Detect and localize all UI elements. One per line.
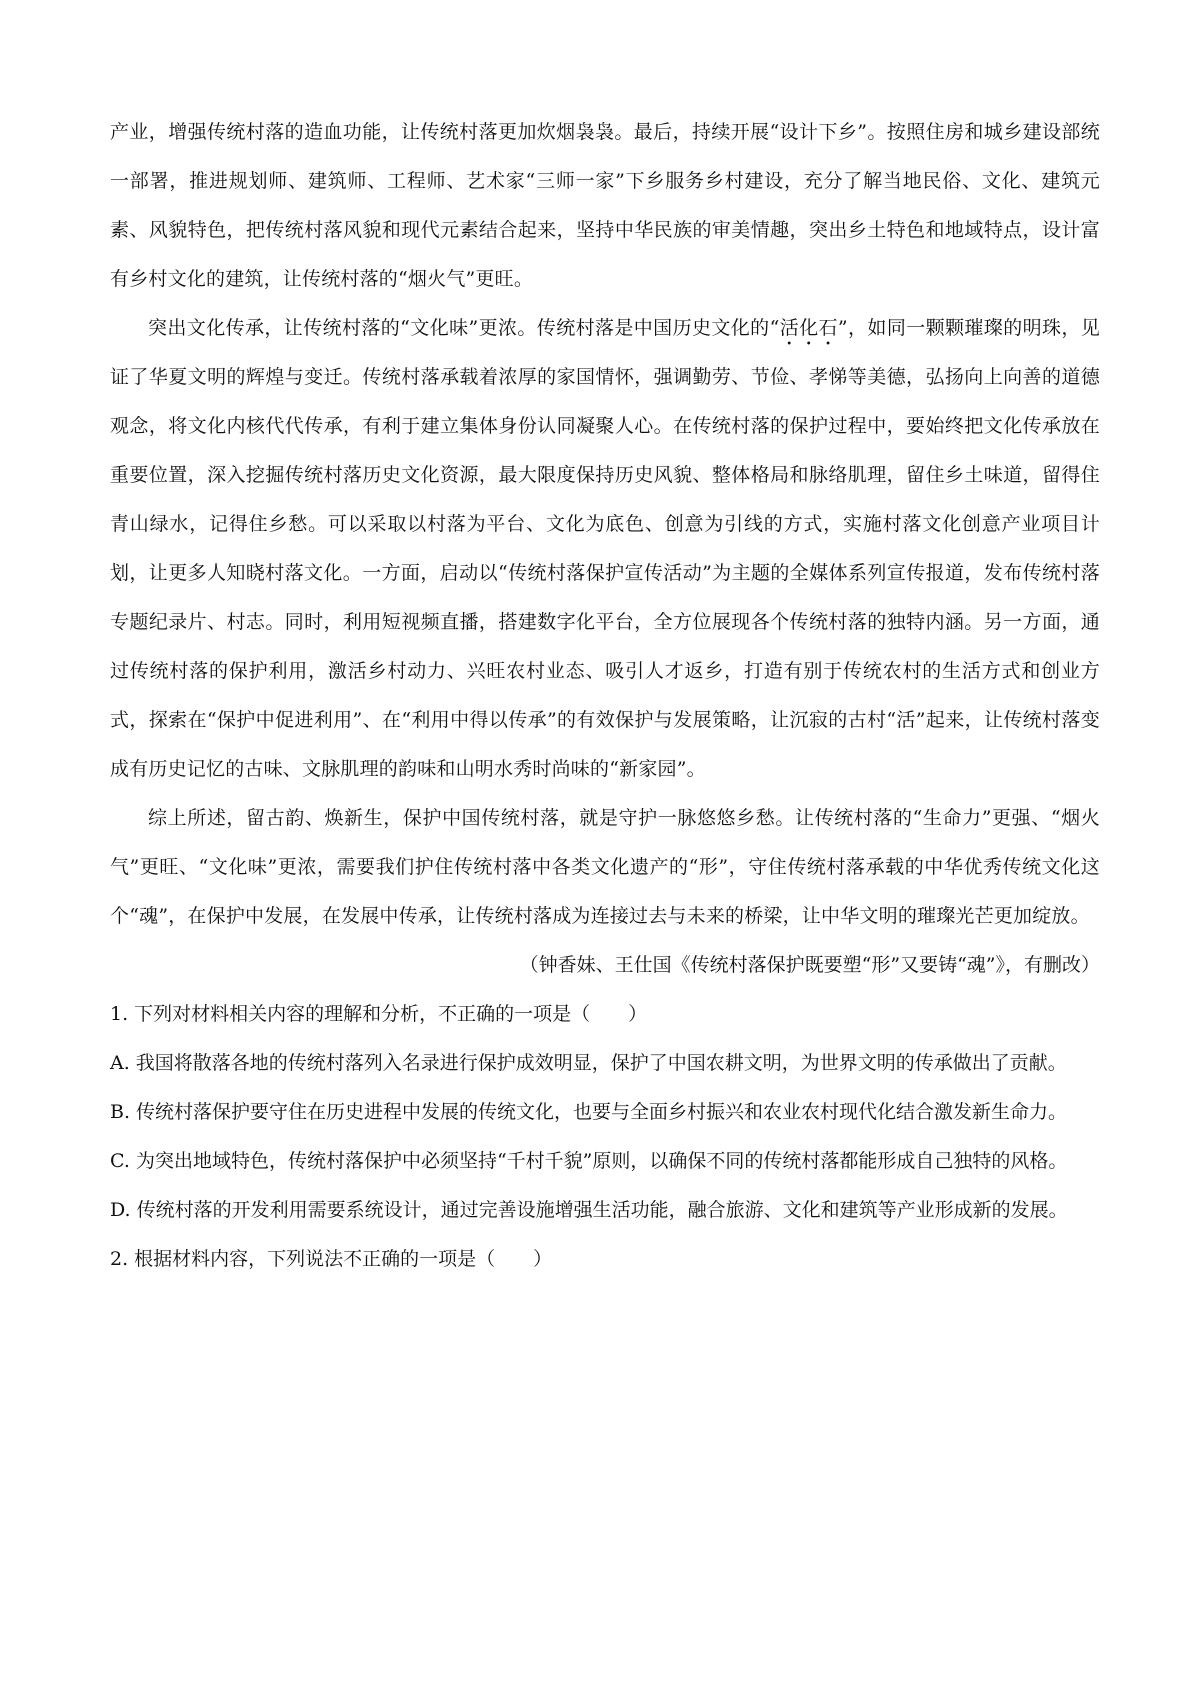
document-content — [110, 108, 1100, 1284]
question-1-option-d: D. 传统村落的开发利用需要系统设计，通过完善设施增强生活功能，融合旅游、文化和建筑等产业形成新的发展。 — [110, 1199, 1068, 1221]
passage-paragraph-1: 产业，增强传统村落的造血功能，让传统村落更加炊烟袅袅。最后，持续开展“设计下乡”。按照住房和城乡建设部统一部署，推进规划师、建筑师、工程师、艺术家“三师一家”下乡服务乡村建设，充分了解当地民俗、文化、建筑元素、风貌特色，把传统村落风貌和现代元素结合起来，坚持中华民族的审美情趣，突出乡土特色和地域特点，设计富有乡村文化的建筑，让传统村落的“烟火气”更旺。 — [110, 121, 1100, 290]
emphasized-term: 活化石 — [779, 317, 838, 339]
question-1-option-b: B. 传统村落保护要守住在历史进程中发展的传统文化，也要与全面乡村振兴和农业农村现代化结合激发新生命力。 — [110, 1101, 1068, 1123]
question-2-stem: 2. 根据材料内容，下列说法不正确的一项是（ ） — [110, 1248, 553, 1270]
passage-paragraph-2-rest: ”，如同一颗颗璀璨的明珠，见证了华夏文明的辉煌与变迁。传统村落承载着浓厚的家国情怀，强调勤劳、节俭、孝悌等美德，弘扬向上向善的道德观念，将文化内核代代传承，有利于建立集体身份认同凝聚人心。在传统村落的保护过程中，要始终把文化传承放在重要位置，深入挖掘传统村落历史文化资源，最大限度保持历史风貌、整体格局和脉络肌理，留住乡土味道，留得住青山绿水，记得住乡愁。可以采取以村落为平台、文化为底色、创意为引线的方式，实施村落文化创意产业项目计划，让更多人知晓村落文化。一方面，启动以“传统村落保护宣传活动”为主题的全媒体系列宣传报道，发布传统村落专题纪录片、村志。同时，利用短视频直播，搭建数字化平台，全方位展现各个传统村落的独特内涵。另一方面，通过传统村落的保护利用，激活乡村动力、兴旺农村业态、吸引人才返乡，打造有别于传统农村的生活方式和创业方式，探索在“保护中促进利用”、在“利用中得以传承”的有效保护与发展策略，让沉寂的古村“活”起来，让传统村落变成有历史记忆的古味、文脉肌理的韵味和山明水秀时尚味的“新家园”。 — [110, 317, 1101, 780]
question-1-stem: 1. 下列对材料相关内容的理解和分析，不正确的一项是（ ） — [110, 1003, 648, 1025]
passage-paragraph-2 — [110, 304, 1100, 794]
passage-paragraph-3: 综上所述，留古韵、焕新生，保护中国传统村落，就是守护一脉悠悠乡愁。让传统村落的“生命力”更强、“烟火气”更旺、“文化味”更浓，需要我们护住传统村落中各类文化遗产的“形”，守住传统村落承载的中华优秀传统文化这个“魂”，在保护中发展，在发展中传承，让传统村落成为连接过去与未来的桥梁，让中华文明的璀璨光芒更加绽放。 — [110, 807, 1100, 927]
passage-source: （钟香妹、王仕国《传统村落保护既要塑“形”又要铸“魂”》，有删改） — [519, 954, 1100, 976]
question-1-option-c: C. 为突出地域特色，传统村落保护中必须坚持“千村千貌”原则，以确保不同的传统村落都能形成自己独特的风格。 — [110, 1150, 1068, 1172]
passage-paragraph-2-start: 突出文化传承，让传统村落的“文化味”更浓。传统村落是中国历史文化的“ — [148, 317, 780, 339]
question-1-option-a: A. 我国将散落各地的传统村落列入名录进行保护成效明显，保护了中国农耕文明，为世界文明的传承做出了贡献。 — [110, 1052, 1067, 1074]
